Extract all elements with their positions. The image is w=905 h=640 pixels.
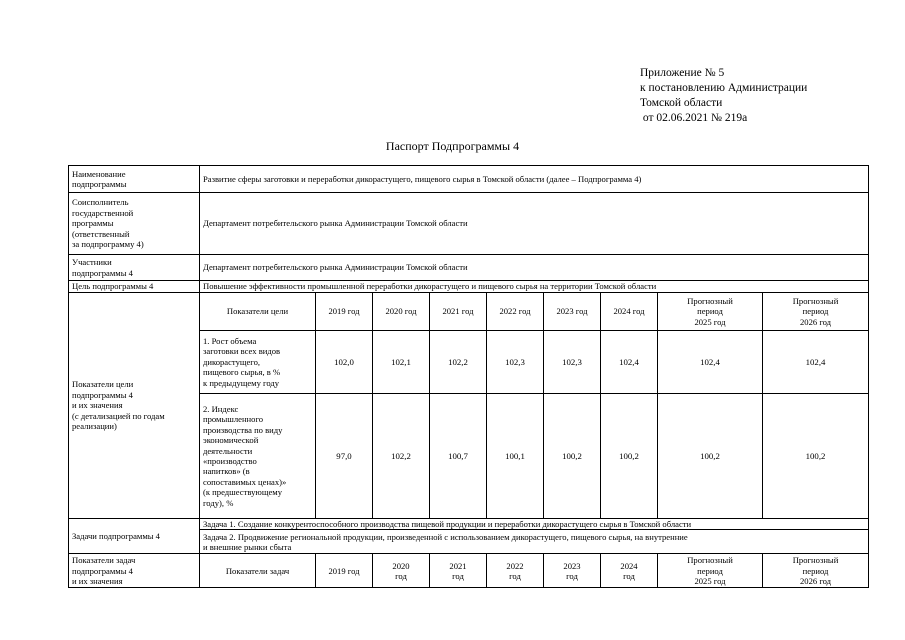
indicator-value: 102,3 xyxy=(487,331,544,394)
row-value-name: Развитие сферы заготовки и переработки дикорастущего, пищевого сырья в Томской области (далее – Подпрограмма 4) xyxy=(200,166,869,193)
header-year: 2022 год xyxy=(487,554,544,588)
header-year: 2020 год xyxy=(373,293,430,331)
row-value-coexecutor: Департамент потребительского рынка Администрации Томской области xyxy=(200,193,869,255)
header-year: 2021 год xyxy=(430,554,487,588)
header-year: 2019 год xyxy=(316,293,373,331)
indicator-value: 100,2 xyxy=(763,394,869,519)
indicator-value: 97,0 xyxy=(316,394,373,519)
appendix-line: Томской области xyxy=(640,97,723,109)
indicator-value: 102,1 xyxy=(373,331,430,394)
row-label-coexecutor: Соисполнитель государственной программы (ответственный за подпрограмму 4) xyxy=(69,193,200,255)
header-forecast-2026: Прогнозный период 2026 год xyxy=(763,554,869,588)
header-forecast-2025: Прогнозный период 2025 год xyxy=(658,554,763,588)
indicator-value: 102,0 xyxy=(316,331,373,394)
header-goal-indicator: Показатели цели xyxy=(200,293,316,331)
table-row-coexecutor xyxy=(69,193,869,255)
indicator-value: 100,7 xyxy=(430,394,487,519)
row-label-tasks: Задачи подпрограммы 4 xyxy=(69,519,200,554)
row-label-participants: Участники подпрограммы 4 xyxy=(69,255,200,281)
document-title: Паспорт Подпрограммы 4 xyxy=(385,139,520,153)
passport-table xyxy=(68,165,869,588)
header-year: 2021 год xyxy=(430,293,487,331)
row-value-participants: Департамент потребительского рынка Администрации Томской области xyxy=(200,255,869,281)
indicator-value: 102,4 xyxy=(763,331,869,394)
indicator-value: 102,4 xyxy=(601,331,658,394)
header-year: 2024 год xyxy=(601,554,658,588)
row-label-goal: Цель подпрограммы 4 xyxy=(69,281,200,293)
indicator-value: 100,2 xyxy=(601,394,658,519)
table-row-participants xyxy=(69,255,869,281)
task-2-text: Задача 2. Продвижение региональной продукции, произведенной с использованием дикорастущего, пищевого сырья, на внутренние и внешние рынки сбыта xyxy=(200,530,869,554)
appendix-line: Приложение № 5 xyxy=(640,67,725,79)
indicator-value: 100,1 xyxy=(487,394,544,519)
appendix-line: к постановлению Администрации xyxy=(640,82,808,94)
header-year: 2023 год xyxy=(544,554,601,588)
row-label-goal-indicators: Показатели цели подпрограммы 4 и их значения (с детализацией по годам реализации) xyxy=(69,293,200,519)
table-row-goal-indicators-header xyxy=(69,293,869,331)
indicator-value: 102,3 xyxy=(544,331,601,394)
indicator-value: 100,2 xyxy=(544,394,601,519)
header-year: 2023 год xyxy=(544,293,601,331)
indicator-value: 102,2 xyxy=(430,331,487,394)
table-row-task-1 xyxy=(69,519,869,530)
indicator-value: 102,2 xyxy=(373,394,430,519)
table-row-goal xyxy=(69,281,869,293)
header-year: 2024 год xyxy=(601,293,658,331)
header-year: 2019 год xyxy=(316,554,373,588)
header-task-indicator: Показатели задач xyxy=(200,554,316,588)
header-forecast-2026: Прогнозный период 2026 год xyxy=(763,293,869,331)
indicator-value: 100,2 xyxy=(658,394,763,519)
row-label-name: Наименование подпрограммы xyxy=(69,166,200,193)
table-row-task-indicators-header xyxy=(69,554,869,588)
task-1-text: Задача 1. Создание конкурентоспособного производства пищевой продукции и переработки дикорастущего сырья в Томской области xyxy=(200,519,869,530)
table-row-name xyxy=(69,166,869,193)
indicator-value: 102,4 xyxy=(658,331,763,394)
header-year: 2020 год xyxy=(373,554,430,588)
row-value-goal: Повышение эффективности промышленной переработки дикорастущего и пищевого сырья на территории Томской области xyxy=(200,281,869,293)
indicator-name: 1. Рост объема заготовки всех видов дикорастущего, пищевого сырья, в % к предыдущему году xyxy=(200,331,316,394)
header-year: 2022 год xyxy=(487,293,544,331)
indicator-name: 2. Индекс промышленного производства по виду экономической деятельности «производство напитков» (в сопоставимых ценах)» (к предшествующему году), % xyxy=(200,394,316,519)
row-label-task-indicators: Показатели задач подпрограммы 4 и их значения xyxy=(69,554,200,588)
header-forecast-2025: Прогнозный период 2025 год xyxy=(658,293,763,331)
appendix-block xyxy=(640,66,807,126)
appendix-line: от 02.06.2021 № 219а xyxy=(640,112,748,124)
